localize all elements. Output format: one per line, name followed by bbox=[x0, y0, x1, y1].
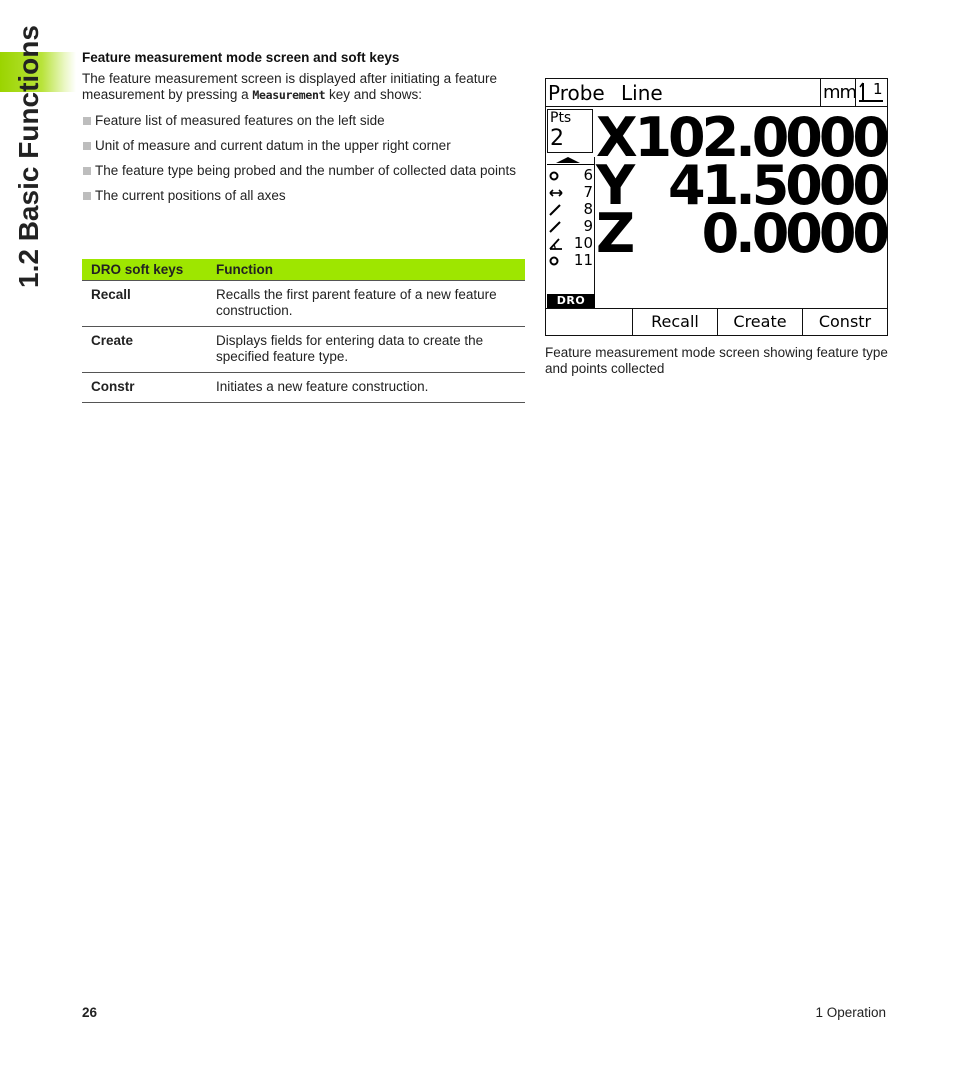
table-cell-function: Recalls the first parent feature of a new feature construction. bbox=[207, 280, 525, 326]
axis-x-value: 102.0000 bbox=[634, 106, 886, 169]
feature-list-item[interactable]: 7 bbox=[547, 184, 594, 201]
table-row bbox=[82, 280, 525, 326]
list-item: The current positions of all axes bbox=[82, 188, 522, 204]
dro-unit-toggle[interactable]: mm bbox=[820, 79, 855, 107]
table-cell-key: Create bbox=[82, 326, 207, 372]
soft-key-bar bbox=[546, 308, 887, 335]
dro-mode-badge: DRO bbox=[547, 294, 595, 308]
figure-caption: Feature measurement mode screen showing feature type and points collected bbox=[545, 345, 888, 376]
dro-screen bbox=[545, 78, 888, 336]
bullet-square-icon bbox=[83, 167, 91, 175]
list-item: Unit of measure and current datum in the upper right corner bbox=[82, 138, 522, 154]
points-count: 2 bbox=[550, 126, 564, 151]
table-cell-key: Constr bbox=[82, 372, 207, 402]
dro-mode-label: Probe bbox=[548, 81, 605, 105]
table-header-row bbox=[82, 259, 525, 280]
list-item: The feature type being probed and the number of collected data points bbox=[82, 163, 522, 179]
section-heading: Feature measurement mode screen and soft keys bbox=[82, 50, 400, 65]
softkey-create[interactable]: Create bbox=[717, 309, 802, 336]
table-cell-function: Initiates a new feature construction. bbox=[207, 372, 525, 402]
bullet-square-icon bbox=[83, 117, 91, 125]
axis-display bbox=[596, 108, 886, 308]
measurement-key-label: Measurement bbox=[252, 88, 326, 102]
soft-keys-table bbox=[82, 259, 525, 403]
list-item: Feature list of measured features on the left side bbox=[82, 113, 522, 129]
table-row bbox=[82, 372, 525, 402]
bullet-square-icon bbox=[83, 192, 91, 200]
datum-number: 1 bbox=[873, 80, 883, 98]
angle-icon bbox=[548, 235, 564, 252]
circle-icon bbox=[548, 252, 564, 269]
softkey-recall[interactable]: Recall bbox=[632, 309, 717, 336]
scroll-up-icon[interactable] bbox=[556, 157, 580, 163]
feature-list-item[interactable]: 9 bbox=[547, 218, 594, 235]
axis-z-label: Z bbox=[596, 202, 633, 265]
chapter-side-title: 1.2 Basic Functions bbox=[13, 25, 44, 288]
intro-paragraph: The feature measurement screen is displayed after initiating a feature measurement by pressing a Measurement key and shows: bbox=[82, 71, 497, 102]
feature-list-item[interactable]: 11 bbox=[547, 252, 594, 269]
footer-chapter: 1 Operation bbox=[815, 1005, 886, 1020]
feature-list-item[interactable]: 6 bbox=[547, 167, 594, 184]
axis-x-label: X bbox=[596, 106, 635, 169]
distance-icon bbox=[548, 184, 564, 201]
circle-icon bbox=[548, 167, 564, 184]
points-counter bbox=[547, 109, 593, 153]
col-header-soft-keys: DRO soft keys bbox=[82, 259, 207, 280]
feature-list-item[interactable]: 8 bbox=[547, 201, 594, 218]
feature-list[interactable] bbox=[547, 157, 595, 309]
page-number: 26 bbox=[82, 1005, 98, 1020]
bullet-square-icon bbox=[83, 142, 91, 150]
axis-z-value: 0.0000 bbox=[701, 202, 886, 265]
softkey-blank[interactable] bbox=[546, 309, 632, 336]
feature-list-item[interactable]: 10 bbox=[547, 235, 594, 252]
table-cell-key: Recall bbox=[82, 280, 207, 326]
dro-header bbox=[546, 79, 887, 107]
table-cell-function: Displays fields for entering data to create the specified feature type. bbox=[207, 326, 525, 372]
dro-datum-indicator[interactable] bbox=[855, 79, 887, 107]
axis-y-value: 41.5000 bbox=[668, 154, 886, 217]
table-row bbox=[82, 326, 525, 372]
line-icon bbox=[548, 218, 564, 235]
feature-bullet-list bbox=[82, 113, 522, 213]
softkey-constr[interactable]: Constr bbox=[802, 309, 887, 336]
axis-y-label: Y bbox=[596, 154, 633, 217]
points-label: Pts bbox=[550, 110, 572, 126]
col-header-function: Function bbox=[207, 259, 525, 280]
dro-feature-type: Line bbox=[621, 81, 663, 105]
line-icon bbox=[548, 201, 564, 218]
